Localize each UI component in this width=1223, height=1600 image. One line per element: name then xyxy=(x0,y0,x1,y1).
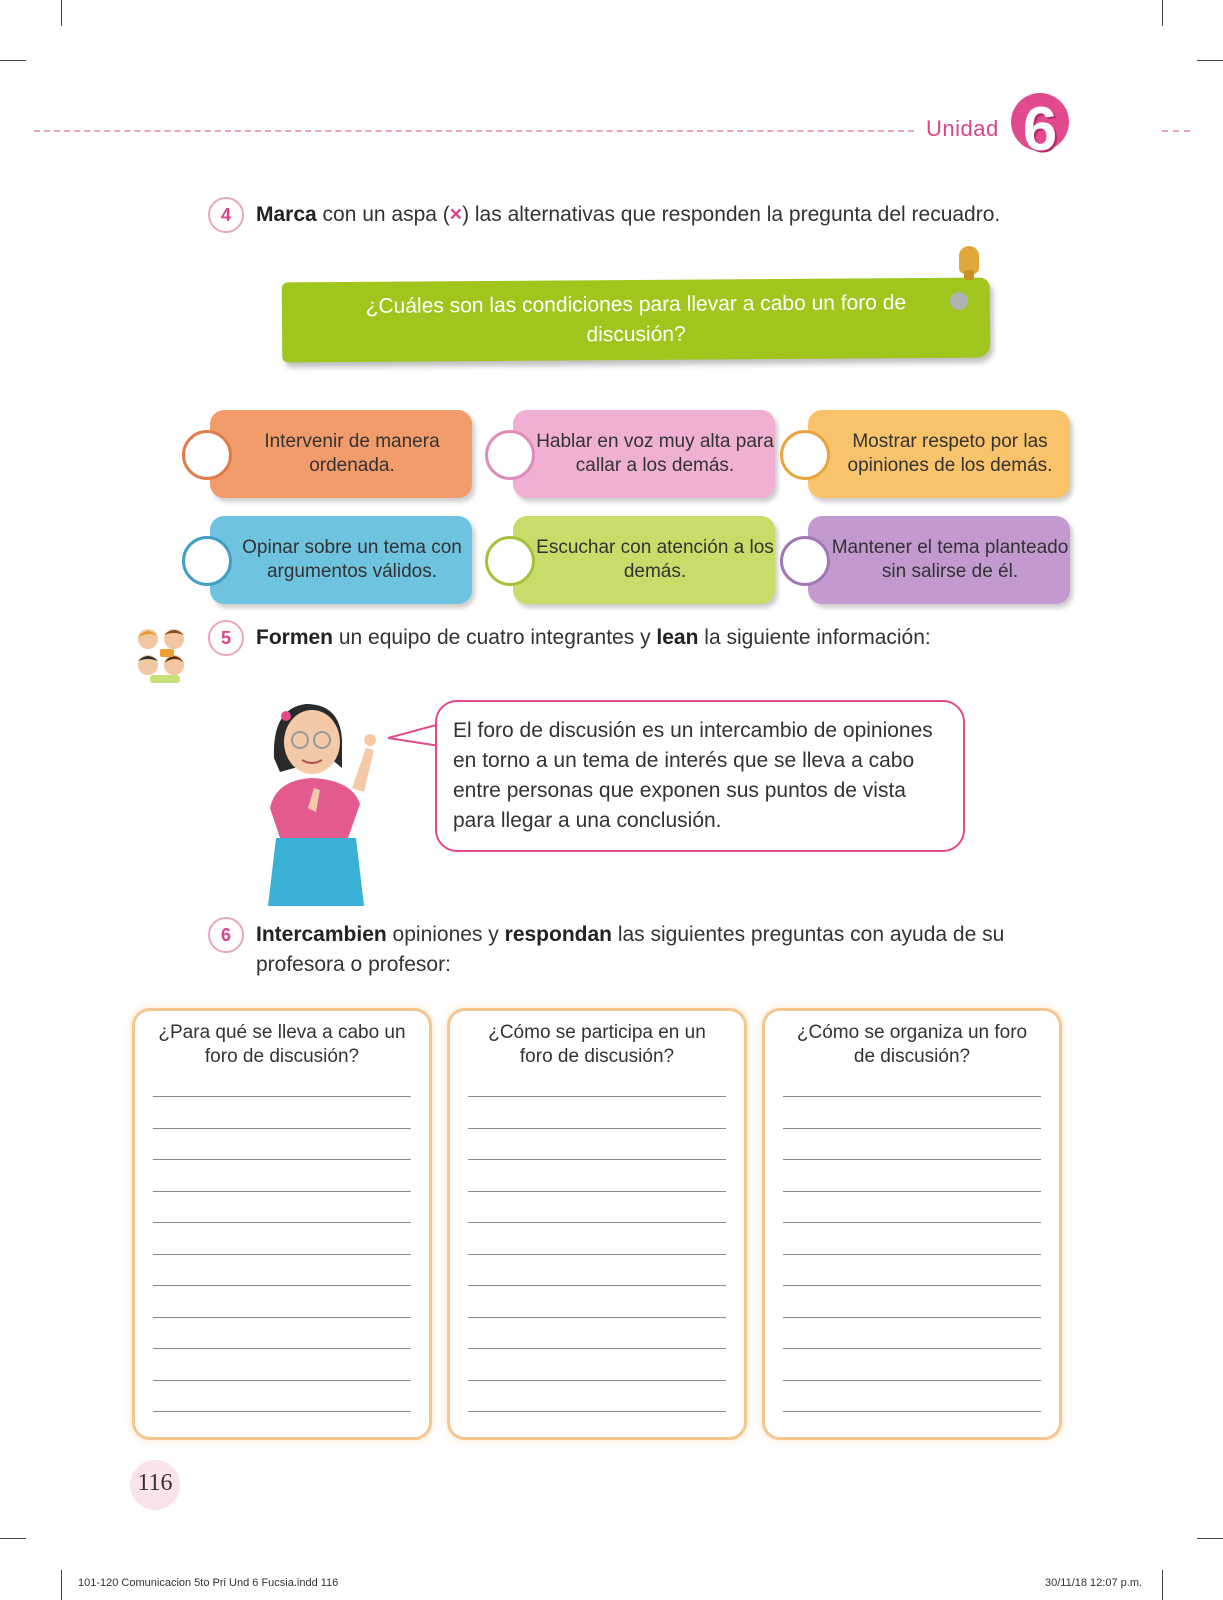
team-icon xyxy=(130,625,192,683)
footer-file-info: 101-120 Comunicacion 5to Pri Und 6 Fucsia.indd 116 xyxy=(78,1577,339,1589)
footer-date: 30/11/18 12:07 p.m. xyxy=(1045,1577,1143,1589)
question-card xyxy=(762,1008,1062,1440)
crop-mark xyxy=(1162,0,1163,26)
pushpin-neck xyxy=(964,270,974,280)
option-card xyxy=(513,516,775,604)
question-card-title: ¿Cómo se organiza un foro de discusión? xyxy=(796,1022,1028,1067)
writing-line[interactable] xyxy=(468,1191,726,1192)
crop-mark xyxy=(0,1538,26,1539)
writing-line[interactable] xyxy=(153,1285,411,1286)
option-card xyxy=(513,410,775,498)
writing-line[interactable] xyxy=(468,1159,726,1160)
writing-line[interactable] xyxy=(153,1128,411,1129)
step-6-number: 6 xyxy=(208,917,244,953)
writing-line[interactable] xyxy=(153,1159,411,1160)
step-6-instruction xyxy=(256,920,1056,980)
question-card xyxy=(447,1008,747,1440)
question-text: ¿Cuáles son las condiciones para llevar a cabo un foro de discusión? xyxy=(365,291,907,347)
crop-mark xyxy=(1197,1538,1223,1539)
crop-mark xyxy=(1197,60,1223,61)
option-text: Escuchar con atención a los demás. xyxy=(536,537,774,582)
girl-illustration xyxy=(256,688,386,906)
question-banner xyxy=(282,278,991,363)
crop-mark xyxy=(0,60,26,61)
writing-line[interactable] xyxy=(468,1411,726,1412)
writing-line[interactable] xyxy=(468,1317,726,1318)
option-text: Mostrar respeto por las opiniones de los demás. xyxy=(847,431,1053,476)
step-4-instruction xyxy=(256,200,1016,230)
crop-mark xyxy=(61,1570,62,1600)
page-number: 116 xyxy=(137,1470,173,1496)
writing-line[interactable] xyxy=(468,1348,726,1349)
writing-line[interactable] xyxy=(468,1380,726,1381)
step-6-text-1: opiniones y xyxy=(386,923,505,946)
question-card-title: ¿Cómo se participa en un foro de discusión? xyxy=(488,1022,706,1067)
option-card xyxy=(808,516,1070,604)
step-5-text-1: un equipo de cuatro integrantes y xyxy=(333,626,657,649)
writing-line[interactable] xyxy=(153,1254,411,1255)
writing-line[interactable] xyxy=(783,1096,1041,1097)
option-text: Intervenir de manera ordenada. xyxy=(264,431,440,476)
writing-line[interactable] xyxy=(783,1159,1041,1160)
question-card-title: ¿Para qué se lleva a cabo un foro de discusión? xyxy=(158,1022,406,1067)
step-4-text-b: ) las alternativas que responden la pregunta del recuadro. xyxy=(462,203,1001,226)
writing-line[interactable] xyxy=(783,1222,1041,1223)
writing-line[interactable] xyxy=(783,1128,1041,1129)
speech-text: El foro de discusión es un intercambio de opiniones en torno a un tema de interés que se lleva a cabo entre personas que exponen sus puntos de vista para llegar a una conclusión. xyxy=(453,719,933,832)
step-5-verb-2: lean xyxy=(656,626,699,649)
writing-line[interactable] xyxy=(468,1222,726,1223)
x-mark-icon: × xyxy=(449,203,463,226)
writing-line[interactable] xyxy=(153,1317,411,1318)
option-text: Mantener el tema planteado sin salirse de él. xyxy=(831,537,1069,582)
option-checkbox[interactable] xyxy=(182,536,232,586)
step-6-verb-2: respondan xyxy=(504,923,612,946)
step-4-text-a: con un aspa ( xyxy=(316,203,450,226)
header-dashed-line xyxy=(34,130,914,132)
question-card xyxy=(132,1008,432,1440)
speech-bubble-tail xyxy=(388,720,440,750)
option-card xyxy=(210,410,472,498)
writing-line[interactable] xyxy=(783,1317,1041,1318)
option-checkbox[interactable] xyxy=(182,430,232,480)
writing-line[interactable] xyxy=(783,1348,1041,1349)
crop-mark xyxy=(1162,1570,1163,1600)
writing-line[interactable] xyxy=(783,1285,1041,1286)
writing-line[interactable] xyxy=(153,1096,411,1097)
writing-line[interactable] xyxy=(153,1411,411,1412)
option-checkbox[interactable] xyxy=(780,536,830,586)
step-6-verb-1: Intercambien xyxy=(256,923,387,946)
step-4-verb: Marca xyxy=(256,203,317,226)
writing-line[interactable] xyxy=(783,1411,1041,1412)
writing-line[interactable] xyxy=(468,1128,726,1129)
writing-line[interactable] xyxy=(468,1254,726,1255)
writing-line[interactable] xyxy=(153,1222,411,1223)
step-5-text-2: la siguiente información: xyxy=(698,626,931,649)
writing-line[interactable] xyxy=(468,1285,726,1286)
writing-line[interactable] xyxy=(153,1348,411,1349)
pushpin-shadow xyxy=(950,292,968,310)
speech-bubble xyxy=(435,700,965,852)
step-6-text-2: las siguientes preguntas con ayuda de su profesora o profesor: xyxy=(256,923,1005,976)
writing-line[interactable] xyxy=(783,1380,1041,1381)
writing-line[interactable] xyxy=(783,1191,1041,1192)
step-5-verb-1: Formen xyxy=(256,626,334,649)
header-dashed-line xyxy=(1162,130,1190,132)
unit-number-badge: 6 xyxy=(1011,93,1069,151)
writing-line[interactable] xyxy=(468,1096,726,1097)
unit-label: Unidad xyxy=(926,116,999,141)
writing-line[interactable] xyxy=(153,1380,411,1381)
crop-mark xyxy=(61,0,62,26)
option-checkbox[interactable] xyxy=(485,536,535,586)
option-checkbox[interactable] xyxy=(780,430,830,480)
step-5-instruction xyxy=(256,623,1036,653)
option-checkbox[interactable] xyxy=(485,430,535,480)
step-4-number: 4 xyxy=(208,197,244,233)
step-5-number: 5 xyxy=(208,620,244,656)
option-text: Hablar en voz muy alta para callar a los demás. xyxy=(536,431,774,476)
option-text: Opinar sobre un tema con argumentos válidos. xyxy=(242,537,462,582)
option-card xyxy=(808,410,1070,498)
option-card xyxy=(210,516,472,604)
writing-line[interactable] xyxy=(153,1191,411,1192)
writing-line[interactable] xyxy=(783,1254,1041,1255)
